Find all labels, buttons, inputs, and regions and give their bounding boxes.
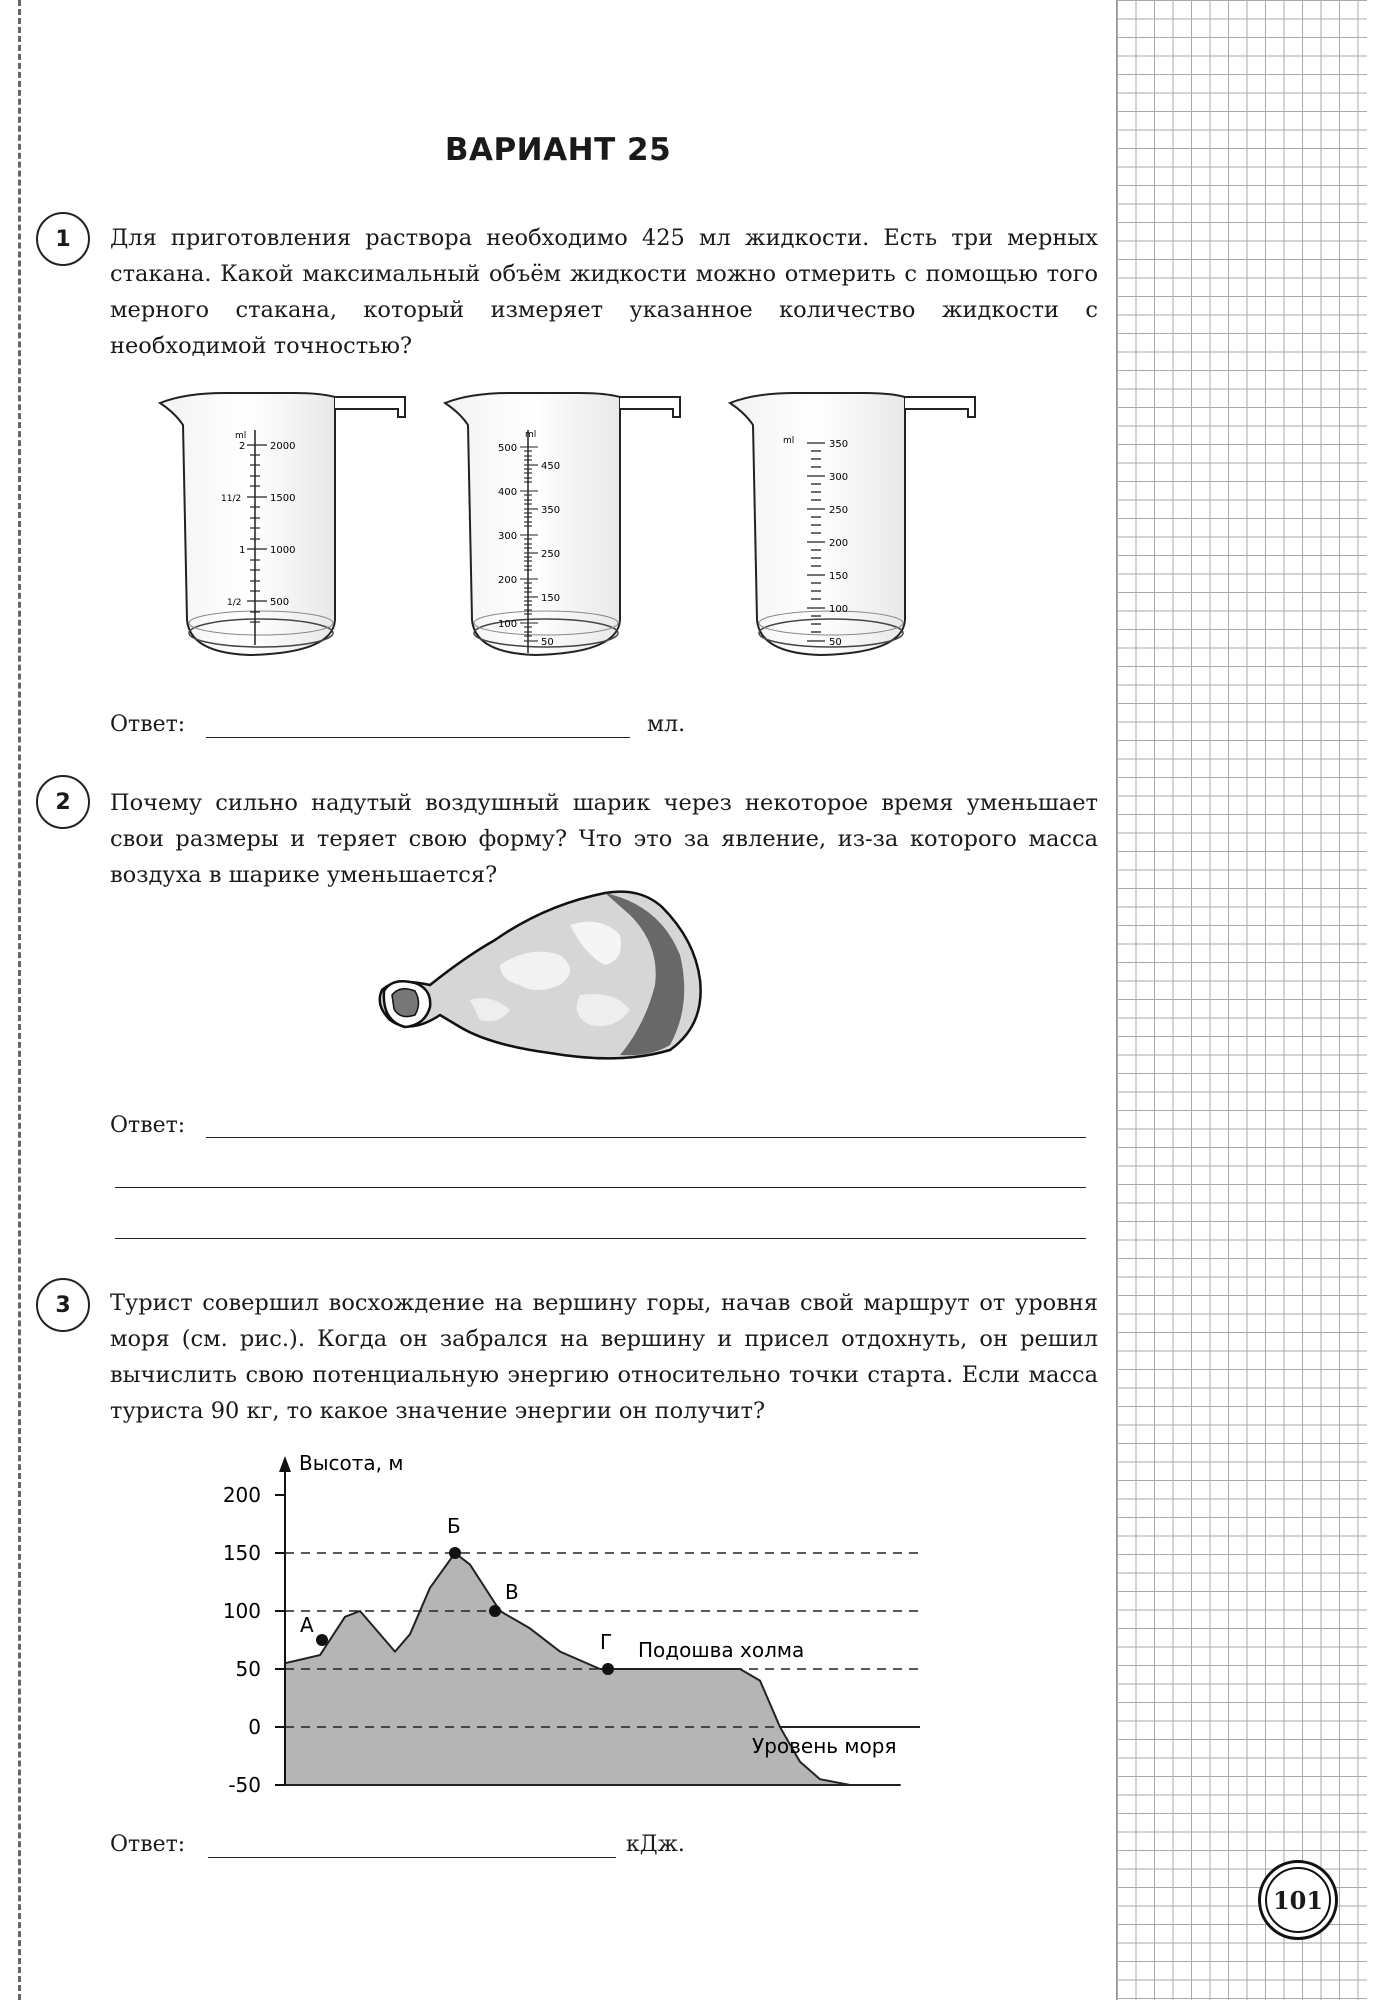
- question-number-2: 2: [36, 775, 90, 829]
- svg-text:450: 450: [541, 461, 561, 472]
- svg-text:500: 500: [498, 443, 518, 454]
- beaker-2-unit: ml: [525, 430, 537, 440]
- answer-unit-3: кДж.: [626, 1832, 685, 1857]
- answer-line-2a[interactable]: [206, 1137, 1086, 1138]
- height-chart: [200, 1450, 940, 1810]
- svg-text:150: 150: [829, 571, 849, 582]
- svg-text:250: 250: [541, 549, 561, 560]
- question-2-text: Почему сильно надутый воздушный шарик через некоторое время уменьшает свои размеры и теряет свою форму? Что это за явление, из-за которого масса воздуха в шарике уменьшается?: [110, 790, 1098, 888]
- page-number: 101: [1265, 1867, 1331, 1933]
- point-А: [316, 1634, 328, 1646]
- y-tick-label--50: -50: [228, 1773, 261, 1797]
- question-1-text: Для приготовления раствора необходимо 425 мл жидкости. Есть три мерных стакана. Какой максимальный объём жидкости можно отмерить с помощью того мерного стакана, который измеряет указанное количество жидкости с необходимой точностью?: [110, 225, 1098, 359]
- point-label-А: А: [300, 1613, 314, 1637]
- y-tick-label-100: 100: [222, 1599, 261, 1623]
- point-Г: [602, 1663, 614, 1675]
- svg-text:300: 300: [829, 472, 849, 483]
- point-label-Г: Г: [600, 1630, 613, 1654]
- svg-text:50: 50: [829, 637, 842, 648]
- page-title: ВАРИАНТ 25: [444, 132, 672, 168]
- y-tick-label-200: 200: [222, 1483, 261, 1507]
- point-label-Б: Б: [447, 1514, 461, 1538]
- svg-text:200: 200: [829, 538, 849, 549]
- y-tick-label-0: 0: [248, 1715, 261, 1739]
- y-tick-label-50: 50: [235, 1657, 261, 1681]
- cut-line: [18, 0, 21, 2000]
- svg-text:500: 500: [270, 597, 290, 608]
- svg-text:1/2: 1/2: [227, 598, 242, 608]
- question-number-3: 3: [36, 1278, 90, 1332]
- svg-text:250: 250: [829, 505, 849, 516]
- question-number-1: 1: [36, 212, 90, 266]
- annotation-sea-level: Уровень моря: [752, 1734, 897, 1758]
- balloon-illustration: [370, 885, 770, 1075]
- y-tick-label-150: 150: [222, 1541, 261, 1565]
- svg-text:300: 300: [498, 531, 518, 542]
- page-number-badge: [1258, 1860, 1338, 1940]
- answer-line-1[interactable]: [206, 737, 630, 738]
- annotation-hill-base: Подошва холма: [638, 1638, 805, 1662]
- chart-plot: [223, 1451, 920, 1797]
- answer-unit-1: мл.: [647, 712, 686, 737]
- svg-text:1000: 1000: [270, 545, 296, 556]
- svg-text:1500: 1500: [270, 493, 296, 504]
- beaker-3: [730, 393, 975, 655]
- beaker-1: [160, 393, 405, 655]
- question-3-text: Турист совершил восхождение на вершину горы, начав свой маршрут от уровня моря (см. рис.). Когда он забрался на вершину и присел отдохнуть, он решил вычислить свою потенциальную энергию относительно точки старта. Если масса туриста 90 кг, то какое значение энергии он получит?: [110, 1290, 1098, 1424]
- grid-margin: [1116, 0, 1367, 2000]
- answer-line-2c[interactable]: [115, 1238, 1086, 1239]
- point-Б: [449, 1547, 461, 1559]
- svg-text:100: 100: [498, 619, 518, 630]
- svg-text:200: 200: [498, 575, 518, 586]
- svg-text:1: 1: [239, 545, 246, 556]
- answer-line-3[interactable]: [208, 1857, 616, 1858]
- svg-text:50: 50: [541, 637, 554, 648]
- svg-text:2: 2: [239, 441, 246, 452]
- point-label-В: В: [505, 1580, 519, 1604]
- svg-text:150: 150: [541, 593, 561, 604]
- svg-text:350: 350: [541, 505, 561, 516]
- answer-label-3: Ответ:: [110, 1832, 186, 1857]
- svg-text:2000: 2000: [270, 441, 296, 452]
- svg-text:11/2: 11/2: [221, 494, 242, 504]
- y-axis-arrow: [279, 1456, 291, 1472]
- answer-label-1: Ответ:: [110, 712, 186, 737]
- svg-text:100: 100: [829, 604, 849, 615]
- point-В: [489, 1605, 501, 1617]
- svg-text:350: 350: [829, 439, 849, 450]
- svg-text:400: 400: [498, 487, 518, 498]
- answer-label-2: Ответ:: [110, 1113, 186, 1138]
- answer-line-2b[interactable]: [115, 1187, 1086, 1188]
- y-axis-label: Высота, м: [299, 1451, 404, 1475]
- beaker-1-unit: ml: [235, 431, 247, 441]
- beaker-2: [445, 393, 680, 655]
- beaker-3-unit: ml: [783, 436, 795, 446]
- beakers-illustration: [140, 385, 1000, 675]
